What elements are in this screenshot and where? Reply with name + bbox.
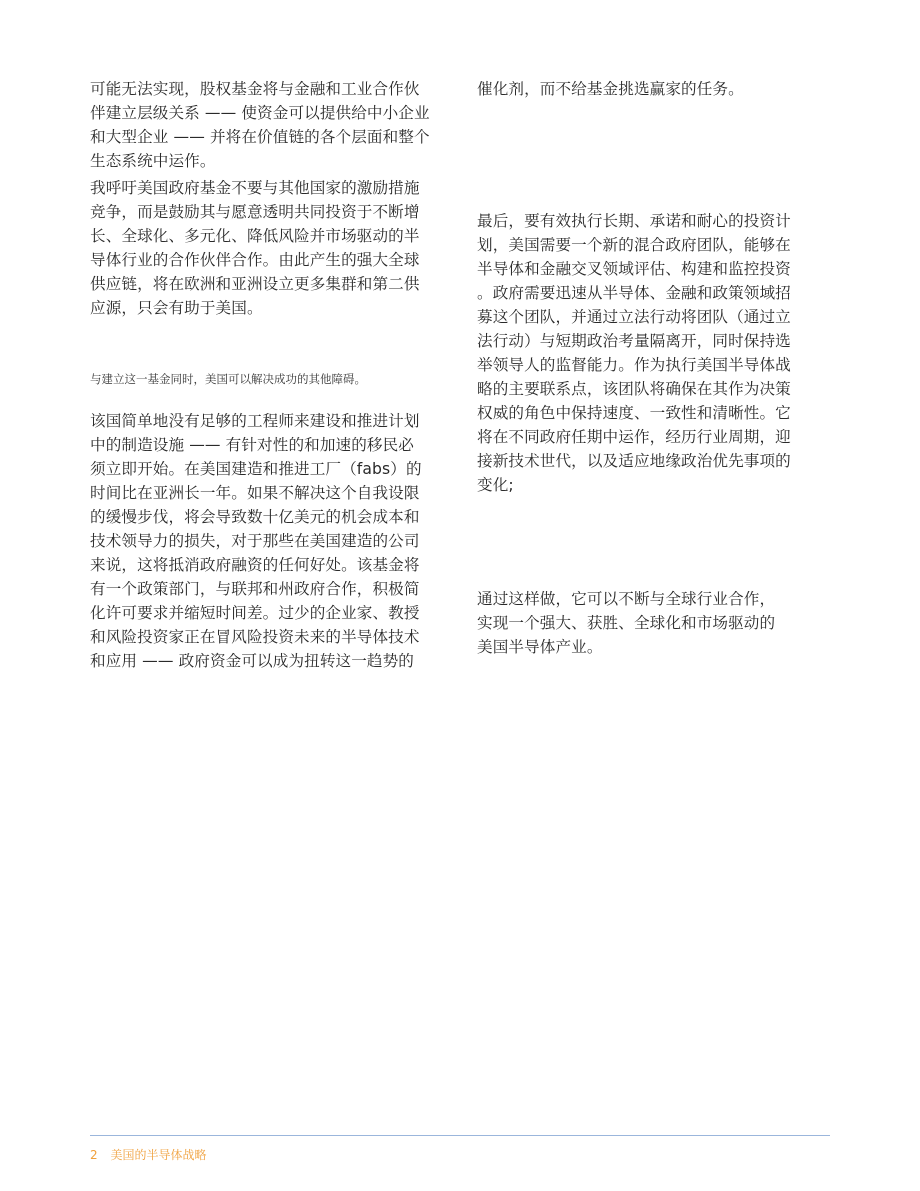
left-paragraph-3: 该国简单地没有足够的工程师来建设和推进计划 中的制造设施 —— 有针对性的和加速的移民必 须立即开始。在美国建造和推进工厂（fabs）的 时间比在亚洲长一年。如果不解决这个自我设限 的缓慢步伐，将会导致数十亿美元的机会成本和 技术领导力的损失，对于那些在美国建造的公司 来说，这将抵消政府融资的任何好处。该基金将 有一个政策部门，与联邦和州政府合作，积极简 化许可要求并缩短时间差。过少的企业家、教授 和风险投资家正在冒风险投资未来的半导体技术 和应用 —— 政府资金可以成为扭转这一趋势的 xyxy=(90,412,422,670)
right-paragraph-3: 通过这样做，它可以不断与全球行业合作， 实现一个强大、获胜、全球化和市场驱动的 美国半导体产业。 xyxy=(477,590,776,656)
section-note: 与建立这一基金同时，美国可以解决成功的其他障碍。 xyxy=(90,372,366,386)
document-title: 美国的半导体战略 xyxy=(110,1148,207,1162)
page-number: 2 xyxy=(90,1148,98,1162)
right-paragraph-2: 最后，要有效执行长期、承诺和耐心的投资计 划，美国需要一个新的混合政府团队，能够在 半导体和金融交叉领域评估、构建和监控投资 。政府需要迅速从半导体、金融和政策领域招 募这个团队，并通过立法行动将团队（通过立 法行动）与短期政治考量隔离开，同时保持选 举领导人的监督能力。作为执行美国半导体战 略的主要联系点，该团队将确保在其作为决策 权威的角色中保持速度、一致性和清晰性。它 将在不同政府任期中运作，经历行业周期，迎 接新技术世代，以及适应地缘政治优先事项的 变化; xyxy=(477,212,791,494)
page-footer xyxy=(90,1147,206,1163)
left-paragraph-1: 可能无法实现，股权基金将与金融和工业合作伙 伴建立层级关系 —— 使资金可以提供给中小企业 和大型企业 —— 并将在价值链的各个层面和整个 生态系统中运作。 xyxy=(90,80,430,170)
left-paragraph-2: 我呼吁美国政府基金不要与其他国家的激励措施 竞争，而是鼓励其与愿意透明共同投资于不断增 长、全球化、多元化、降低风险并市场驱动的半 导体行业的合作伙伴合作。由此产生的强大全球 供应链，将在欧洲和亚洲设立更多集群和第二供 应源，只会有助于美国。 xyxy=(90,179,420,317)
right-paragraph-1: 催化剂，而不给基金挑选赢家的任务。 xyxy=(477,80,744,98)
footer-divider xyxy=(90,1135,830,1136)
